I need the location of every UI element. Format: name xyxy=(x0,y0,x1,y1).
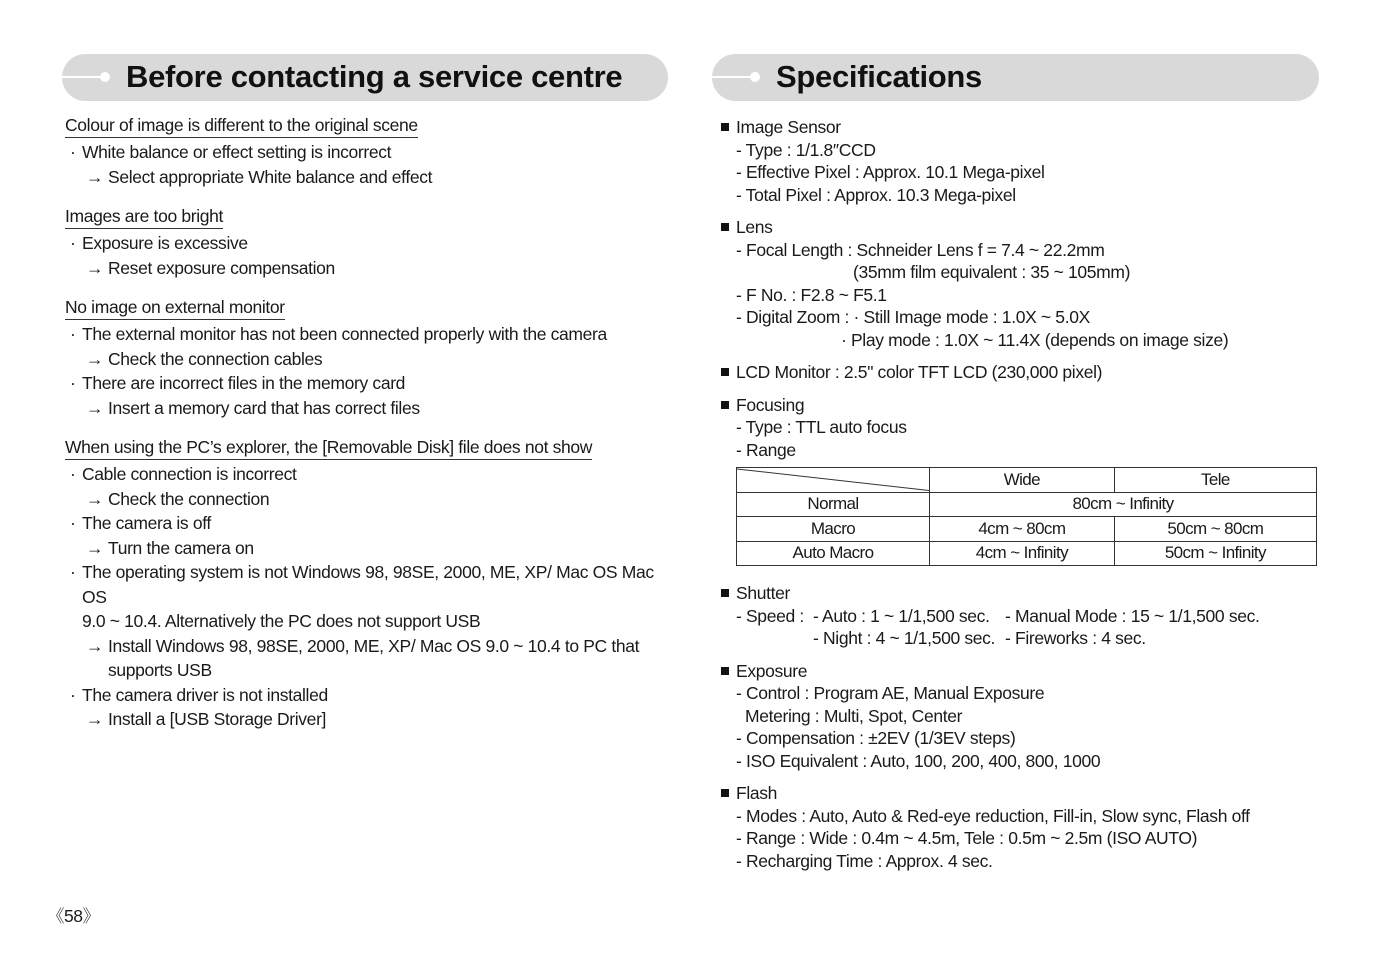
spec-line: - Modes : Auto, Auto & Red-eye reduction, Fill-in, Slow sync, Flash off xyxy=(736,805,1250,826)
cause-text: White balance or effect setting is incorrect xyxy=(82,142,392,162)
bullet-icon: · xyxy=(70,233,76,253)
square-bullet-icon xyxy=(721,667,729,675)
square-bullet-icon xyxy=(721,123,729,131)
solution-line xyxy=(62,634,668,659)
solution-text: Turn the camera on xyxy=(108,537,254,558)
square-bullet-icon xyxy=(721,589,729,597)
arrow-right-icon: → xyxy=(86,397,104,418)
spec-lens xyxy=(720,216,1319,351)
header-line-decoration xyxy=(712,76,754,78)
spec-title-text: Image Sensor xyxy=(736,117,841,137)
spec-line: - F No. : F2.8 ~ F5.1 xyxy=(736,284,887,305)
speed-row xyxy=(720,627,1319,650)
spec-focusing xyxy=(720,394,1319,567)
cause-line xyxy=(62,683,668,708)
spec-line: - Type : TTL auto focus xyxy=(736,417,907,437)
troubleshooting-column xyxy=(62,54,668,748)
arrow-right-icon: → xyxy=(86,257,104,278)
cause-text: The camera is off xyxy=(82,513,211,533)
row-label: Macro xyxy=(737,517,930,542)
arrow-right-icon: → xyxy=(86,537,104,558)
arrow-right-icon: → xyxy=(86,166,104,187)
spec-title xyxy=(720,216,1319,239)
spec-exposure xyxy=(720,660,1319,773)
bullet-icon: · xyxy=(70,373,76,393)
header-line-decoration xyxy=(62,76,104,78)
spec-title-text: Flash xyxy=(736,783,778,803)
bullet-icon: · xyxy=(70,142,76,162)
spec-line: - Total Pixel : Approx. 10.3 Mega-pixel xyxy=(736,184,1016,205)
spec-line: - Digital Zoom : · Still Image mode : 1.0X ~ 5.0X xyxy=(736,307,1090,327)
table-row xyxy=(737,492,1317,517)
spec-line: - Range : Wide : 0.4m ~ 4.5m, Tele : 0.5m ~ 2.5m (ISO AUTO) xyxy=(736,828,1198,848)
cause-text: There are incorrect files in the memory card xyxy=(82,373,406,393)
spec-shutter xyxy=(720,582,1319,650)
bullet-icon: · xyxy=(70,324,76,344)
table-cell: 4cm ~ Infinity xyxy=(930,541,1115,566)
solution-text: Install a [USB Storage Driver] xyxy=(108,709,327,729)
arrow-right-icon: → xyxy=(86,635,104,656)
speed-label-spacer xyxy=(736,627,813,650)
problem-section xyxy=(62,436,668,732)
solution-line xyxy=(62,707,668,732)
cause-text: The external monitor has not been connected properly with the camera xyxy=(82,324,607,344)
spec-line: - ISO Equivalent : Auto, 100, 200, 400, 800, 1000 xyxy=(736,750,1101,771)
solution-line xyxy=(62,165,668,190)
spec-line: - Range xyxy=(736,439,796,460)
specifications-title: Specifications xyxy=(776,59,982,94)
solution-line xyxy=(62,487,668,512)
spec-lcd-monitor xyxy=(720,361,1319,384)
header-dot-icon xyxy=(100,72,110,82)
spec-line: - Compensation : ±2EV (1/3EV steps) xyxy=(736,728,1016,748)
spec-title xyxy=(720,582,1319,605)
page-title: Before contacting a service centre xyxy=(126,59,623,94)
arrow-right-icon: → xyxy=(86,348,104,369)
square-bullet-icon xyxy=(721,223,729,231)
cause-text: Exposure is excessive xyxy=(82,233,248,253)
bullet-icon: · xyxy=(70,562,76,582)
row-label: Normal xyxy=(737,492,930,517)
spec-title xyxy=(720,782,1319,805)
speed-manual: - Manual Mode : 15 ~ 1/1,500 sec. xyxy=(1005,605,1260,626)
speed-label: - Speed : xyxy=(736,605,804,626)
speed-auto: - Auto : 1 ~ 1/1,500 sec. xyxy=(813,605,990,626)
problem-heading: Colour of image is different to the original scene xyxy=(65,114,418,138)
troubleshooting-list xyxy=(62,114,668,732)
arrow-right-icon: → xyxy=(86,488,104,509)
solution-line xyxy=(62,256,668,281)
column-header-tele: Tele xyxy=(1114,468,1316,493)
problem-heading: When using the PC’s explorer, the [Removable Disk] file does not show xyxy=(65,436,592,460)
spec-title-text: Shutter xyxy=(736,583,790,603)
solution-line-continued xyxy=(62,658,668,683)
cause-line xyxy=(62,511,668,536)
column-header-wide: Wide xyxy=(930,468,1115,493)
spec-image-sensor xyxy=(720,116,1319,206)
specifications-column xyxy=(712,54,1319,882)
arrow-right-icon: → xyxy=(86,709,104,729)
spec-title-text: LCD Monitor : 2.5" color TFT LCD (230,000 pixel) xyxy=(736,362,1103,382)
bullet-icon: · xyxy=(70,513,76,533)
table-row xyxy=(737,517,1317,542)
spec-line: - Control : Program AE, Manual Exposure xyxy=(736,683,1045,703)
spec-line: - Focal Length : Schneider Lens f = 7.4 ~ 22.2mm xyxy=(736,239,1105,260)
diagonal-line-icon xyxy=(737,468,929,492)
bullet-icon: · xyxy=(70,684,76,705)
cause-line xyxy=(62,371,668,396)
page-number: 《58》 xyxy=(47,906,100,926)
spec-title-text: Exposure xyxy=(736,660,808,681)
table-cell: 50cm ~ Infinity xyxy=(1114,541,1316,566)
spec-title xyxy=(720,660,1319,683)
problem-heading: Images are too bright xyxy=(65,205,223,229)
cause-line xyxy=(62,231,668,256)
spec-flash xyxy=(720,782,1319,872)
solution-text: Insert a memory card that has correct files xyxy=(108,397,420,418)
spec-title xyxy=(720,116,1319,139)
cause-text: Cable connection is incorrect xyxy=(82,464,297,484)
solution-line xyxy=(62,347,668,372)
row-label: Auto Macro xyxy=(737,541,930,566)
bullet-icon: · xyxy=(70,464,76,484)
problem-section xyxy=(62,114,668,189)
solution-line xyxy=(62,396,668,421)
problem-heading: No image on external monitor xyxy=(65,296,285,320)
specifications-list xyxy=(712,116,1319,872)
solution-text: Check the connection xyxy=(108,488,270,509)
table-row xyxy=(737,541,1317,566)
solution-text: Reset exposure compensation xyxy=(108,257,335,278)
cause-line xyxy=(62,322,668,347)
spec-title-text: Focusing xyxy=(736,394,805,415)
spec-line: · Play mode : 1.0X ~ 11.4X (depends on image size) xyxy=(841,329,1229,350)
speed-row xyxy=(720,605,1319,628)
problem-section xyxy=(62,296,668,420)
solution-text: supports USB xyxy=(108,660,212,680)
spec-title xyxy=(720,394,1319,417)
speed-fireworks: - Fireworks : 4 sec. xyxy=(1005,628,1146,648)
spec-line: - Effective Pixel : Approx. 10.1 Mega-pixel xyxy=(736,162,1045,182)
spec-title xyxy=(720,361,1319,384)
troubleshooting-header xyxy=(62,54,668,101)
cause-text: The operating system is not Windows 98, 98SE, 2000, ME, XP/ Mac OS Mac OS xyxy=(82,562,654,607)
cause-line xyxy=(62,560,668,609)
spec-title-text: Lens xyxy=(736,217,773,237)
table-cell: 4cm ~ 80cm xyxy=(930,517,1115,542)
table-cell: 80cm ~ Infinity xyxy=(930,492,1317,517)
spec-line: Metering : Multi, Spot, Center xyxy=(745,705,963,726)
solution-text: Check the connection cables xyxy=(108,348,323,369)
spec-line: - Recharging Time : Approx. 4 sec. xyxy=(736,850,993,871)
cause-text: The camera driver is not installed xyxy=(82,684,328,705)
solution-line xyxy=(62,536,668,561)
square-bullet-icon xyxy=(721,789,729,797)
speed-night: - Night : 4 ~ 1/1,500 sec. xyxy=(813,628,996,648)
spec-line: - Type : 1/1.8″CCD xyxy=(736,139,876,160)
table-header-row xyxy=(737,468,1317,493)
table-cell: 50cm ~ 80cm xyxy=(1114,517,1316,542)
table-corner-cell xyxy=(737,468,930,493)
cause-line-continued xyxy=(62,609,668,634)
solution-text: Install Windows 98, 98SE, 2000, ME, XP/ Mac OS 9.0 ~ 10.4 to PC that xyxy=(108,635,640,656)
square-bullet-icon xyxy=(721,368,729,376)
square-bullet-icon xyxy=(721,401,729,409)
focus-range-table xyxy=(736,467,1317,566)
spec-line: (35mm film equivalent : 35 ~ 105mm) xyxy=(853,262,1131,282)
cause-line xyxy=(62,462,668,487)
specifications-header xyxy=(712,54,1319,101)
cause-text: 9.0 ~ 10.4. Alternatively the PC does not support USB xyxy=(82,611,481,631)
problem-section xyxy=(62,205,668,280)
cause-line xyxy=(62,140,668,165)
header-dot-icon xyxy=(750,72,760,82)
solution-text: Select appropriate White balance and effect xyxy=(108,166,433,187)
